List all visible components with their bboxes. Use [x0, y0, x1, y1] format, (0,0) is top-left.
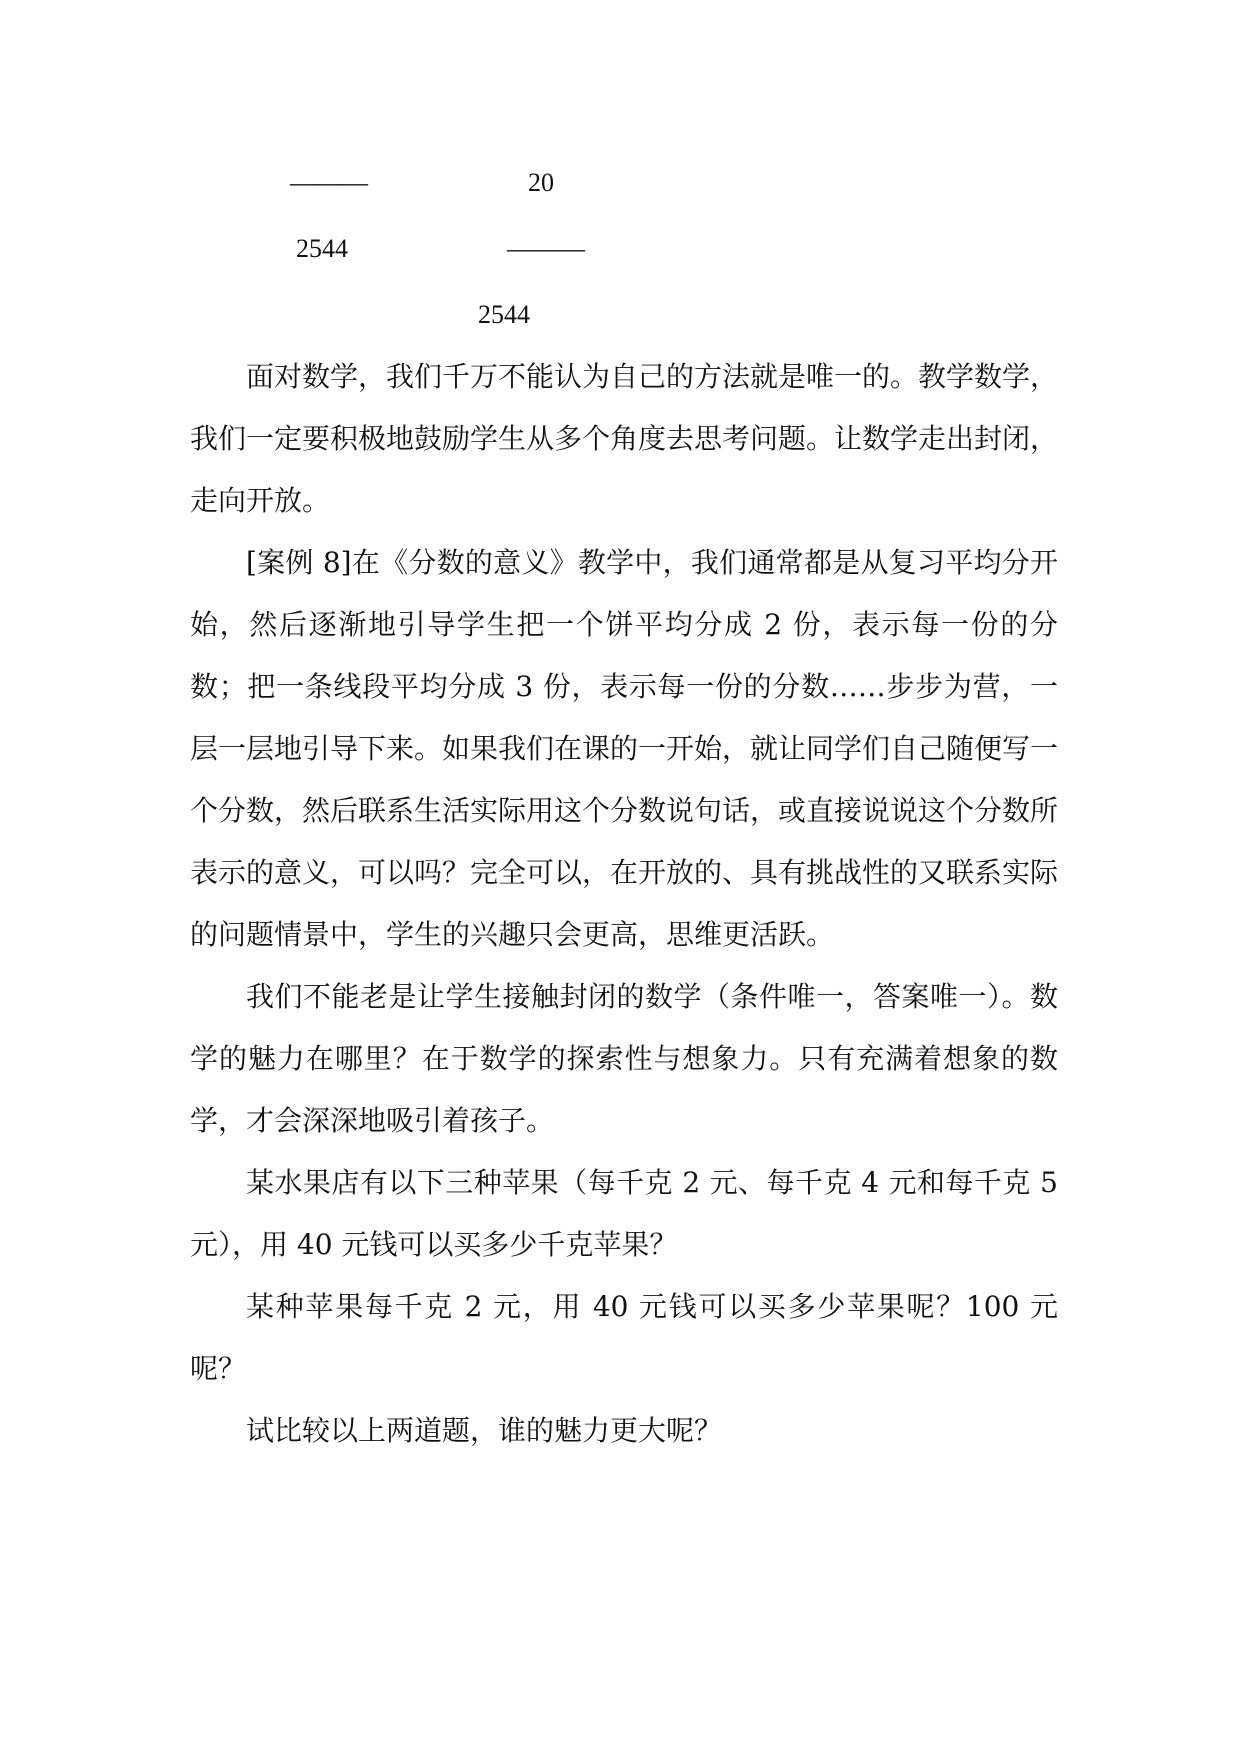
paragraph-1: 面对数学，我们千万不能认为自己的方法就是唯一的。教学数学，我们一定要积极地鼓励学生从多个角度去思考问题。让数学走出封闭，走向开放。 [190, 360, 1059, 517]
paragraph-2: [案例 8]在《分数的意义》教学中，我们通常都是从复习平均分开始，然后逐渐地引导学生把一个饼平均分成 2 份，表示每一份的分数；把一条线段平均分成 3 份，表示每一份的分数……步步为营，一层一层地引导下来。如果我们在课的一开始，就让同学们自己随便写一个分数，然后联系生活实际用这个分数说句话，或直接说说这个分数所表示的意义，可以吗？完全可以，在开放的、具有挑战性的又联系实际的问题情景中，学生的兴趣只会更高，思维更活跃。 [190, 546, 1059, 951]
fraction-bar-a: ——— [290, 168, 368, 197]
paragraph-3: 我们不能老是让学生接触封闭的数学（条件唯一，答案唯一）。数学的魅力在哪里？在于数学的探索性与想象力。只有充满着想象的数学，才会深深地吸引着孩子。 [190, 980, 1058, 1137]
paragraph-4: 某水果店有以下三种苹果（每千克 2 元、每千克 4 元和每千克 5 元），用 40 元钱可以买多少千克苹果？ [190, 1166, 1058, 1261]
numerator-20: 20 [528, 168, 554, 197]
denominator-2544-a: 2544 [296, 234, 348, 263]
paragraph-6: 试比较以上两道题，谁的魅力更大呢？ [246, 1414, 723, 1447]
body-text [190, 346, 1058, 1462]
denominator-2544-b: 2544 [478, 300, 530, 329]
fraction-bar-b: ——— [507, 234, 585, 263]
paragraph-5: 某种苹果每千克 2 元，用 40 元钱可以买多少苹果呢？100 元呢？ [190, 1290, 1058, 1385]
